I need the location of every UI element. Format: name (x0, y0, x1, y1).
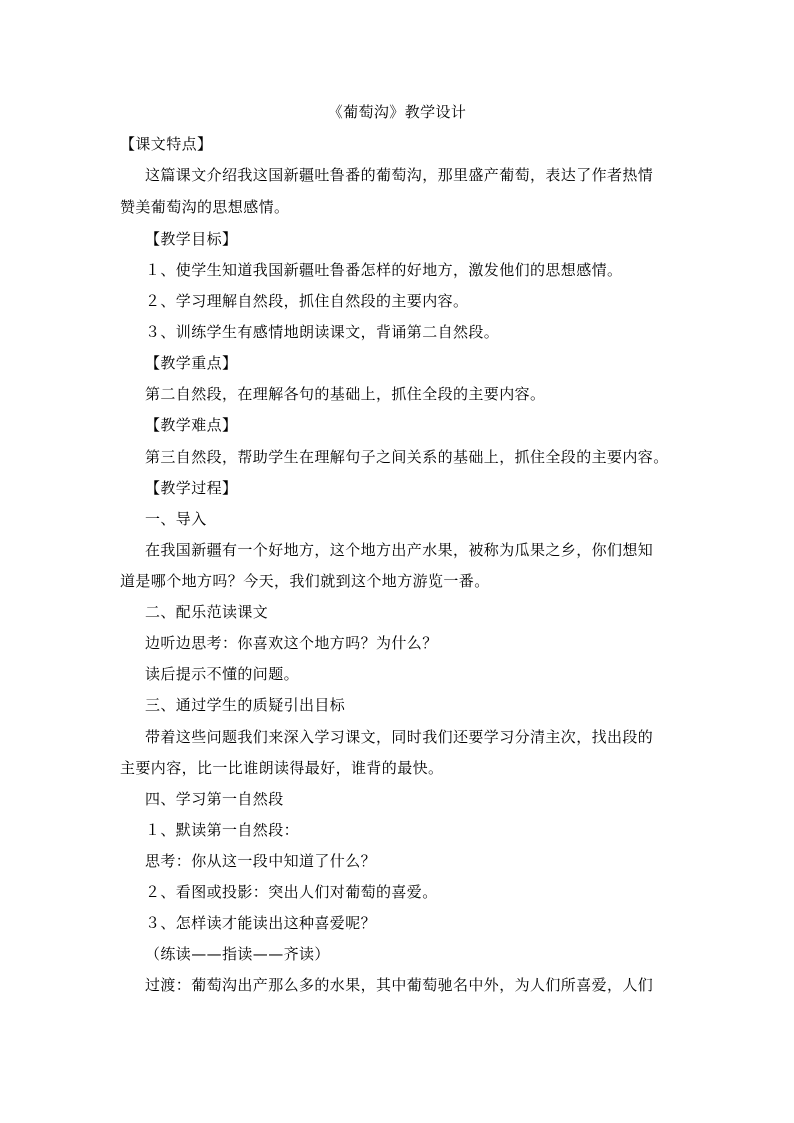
paragraph-line: （练读——指读——齐读） (145, 945, 330, 963)
section-heading-teaching-goals: 【教学目标】 (145, 230, 238, 248)
list-item: ２、看图或投影：突出人们对葡萄的喜爱。 (145, 883, 438, 901)
list-item: ３、怎样读才能读出这种喜爱呢？ (145, 914, 377, 932)
paragraph-line: 道是哪个地方吗？今天，我们就到这个地方游览一番。 (120, 572, 490, 590)
section-heading-text-features: 【课文特点】 (120, 135, 213, 153)
document-title: 《葡萄沟》教学设计 (327, 103, 467, 121)
section-heading-teaching-focus: 【教学重点】 (145, 354, 238, 372)
paragraph-line: 第二自然段，在理解各句的基础上，抓住全段的主要内容。 (145, 385, 546, 403)
paragraph-line: 第三自然段，帮助学生在理解句子之间关系的基础上，抓住全段的主要内容。 (145, 448, 669, 466)
paragraph-line: 在我国新疆有一个好地方，这个地方出产水果，被称为瓜果之乡，你们想知 (145, 541, 654, 559)
list-item: １、默读第一自然段： (145, 821, 300, 839)
list-item: ２、学习理解自然段，抓住自然段的主要内容。 (145, 292, 469, 310)
list-item: ３、训练学生有感情地朗读课文，背诵第二自然段。 (145, 323, 500, 341)
paragraph-line: 赞美葡萄沟的思想感情。 (120, 198, 290, 216)
paragraph-line: 过渡：葡萄沟出产那么多的水果，其中葡萄驰名中外，为人们所喜爱，人们 (145, 976, 654, 994)
paragraph-line: 边听边思考：你喜欢这个地方吗？为什么？ (145, 634, 438, 652)
subsection-heading: 一、导入 (145, 510, 207, 528)
paragraph-line: 这篇课文介绍我这国新疆吐鲁番的葡萄沟，那里盛产葡萄，表达了作者热情 (145, 166, 654, 184)
subsection-heading: 二、配乐范读课文 (145, 603, 269, 621)
paragraph-line: 思考：你从这一段中知道了什么？ (145, 852, 377, 870)
subsection-heading: 三、通过学生的质疑引出目标 (145, 696, 346, 714)
subsection-heading: 四、学习第一自然段 (145, 790, 284, 808)
paragraph-line: 带着这些问题我们来深入学习课文，同时我们还要学习分清主次，找出段的 (145, 728, 654, 746)
section-heading-teaching-process: 【教学过程】 (145, 479, 238, 497)
paragraph-line: 主要内容，比一比谁朗读得最好，谁背的最快。 (120, 759, 444, 777)
section-heading-teaching-difficulty: 【教学难点】 (145, 416, 238, 434)
paragraph-line: 读后提示不懂的问题。 (145, 665, 300, 683)
list-item: １、使学生知道我国新疆吐鲁番怎样的好地方，激发他们的思想感情。 (145, 261, 623, 279)
